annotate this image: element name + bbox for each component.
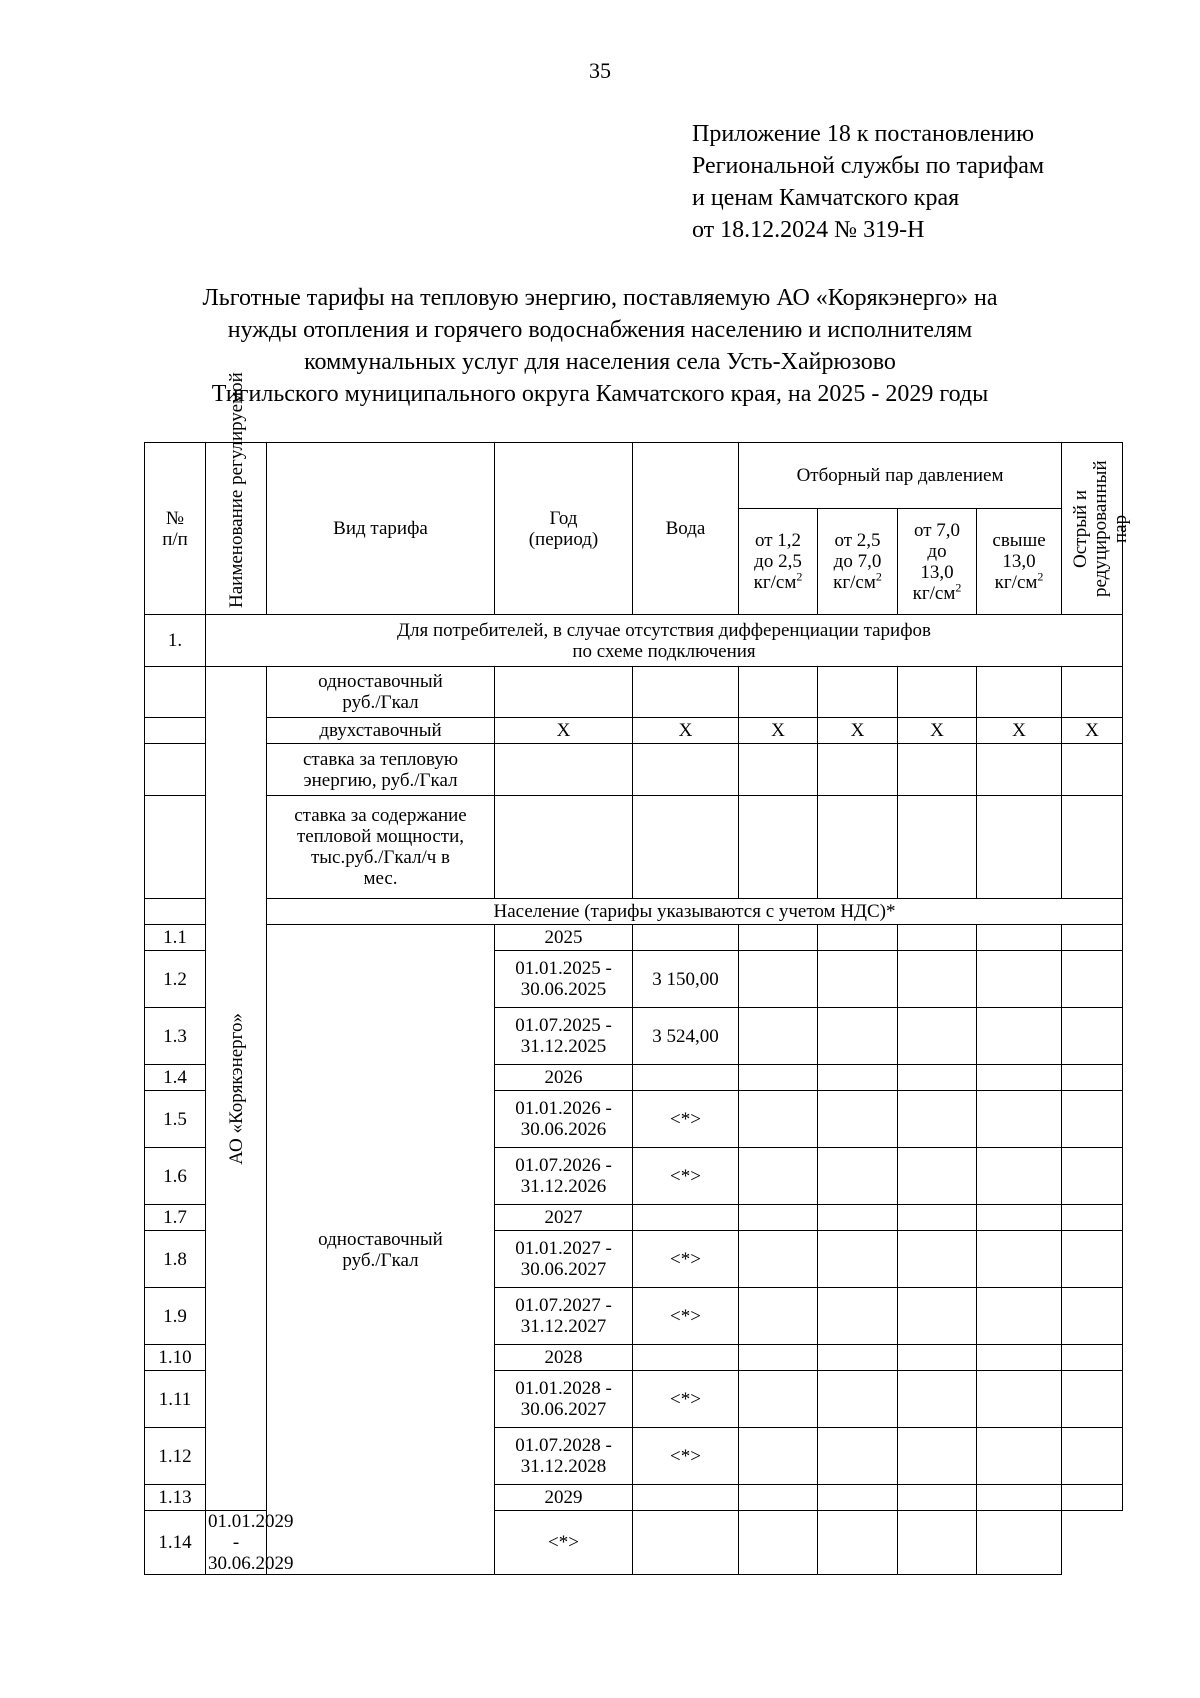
title-line: Льготные тарифы на тепловую энергию, поставляемую АО «Корякэнерго» на [202,285,998,311]
empty-cell [898,1288,977,1345]
water-tariff: 3 150,00 [633,951,739,1008]
x-mark: X [739,718,818,744]
empty-cell [977,951,1062,1008]
row-num [145,718,206,744]
period-cell: 01.01.2028 - 30.06.2027 [495,1371,633,1428]
empty-cell [898,925,977,951]
tariff-type-cell: ставка за содержание тепловой мощности, тыс.руб./Гкал/ч в мес. [267,796,495,899]
tariff-type-cell: ставка за тепловую энергию, руб./Гкал [267,744,495,796]
water-tariff: <*> [633,1148,739,1205]
empty-cell [898,1091,977,1148]
period-cell: 01.01.2026 - 30.06.2026 [495,1091,633,1148]
water-tariff [633,1345,739,1371]
empty-cell [739,1148,818,1205]
empty-cell [739,1288,818,1345]
x-mark: X [1062,718,1123,744]
empty-cell [898,1231,977,1288]
x-mark: X [898,718,977,744]
empty-cell [1062,1485,1123,1511]
empty-cell [898,1345,977,1371]
empty-cell [1062,1428,1123,1485]
row-num [145,744,206,796]
section-num: 1. [145,615,206,667]
empty-cell [818,1148,898,1205]
appendix-line: от 18.12.2024 № 319-Н [692,217,925,243]
empty-cell [898,1148,977,1205]
empty-cell [1062,1345,1123,1371]
org-name: АО «Корякэнерго» [225,1012,247,1165]
row-num: 1.3 [145,1008,206,1065]
empty-cell [977,1065,1062,1091]
header-steam-1: от 1,2 до 2,5 $кг/см^2$ [739,509,818,615]
header-org: Наименование регулируемой [206,443,267,615]
empty-cell [898,951,977,1008]
water-tariff: <*> [633,1231,739,1288]
empty-cell [898,1485,977,1511]
period-cell: 01.07.2027 - 31.12.2027 [495,1288,633,1345]
empty-cell [818,1091,898,1148]
appendix-line: Приложение 18 к постановлению [692,121,1035,147]
x-mark: X [977,718,1062,744]
title-line: Тигильского муниципального округа Камчатского края, на 2025 - 2029 годы [211,381,989,407]
page-number: 35 [589,58,611,83]
period-cell: 01.01.2025 - 30.06.2025 [495,951,633,1008]
period-cell: 01.07.2025 - 31.12.2025 [495,1008,633,1065]
empty-cell [818,1511,898,1575]
water-tariff: <*> [495,1511,633,1575]
empty-cell [977,1371,1062,1428]
empty-cell [898,1428,977,1485]
empty-cell [818,1288,898,1345]
row-num [145,667,206,718]
empty-cell [818,951,898,1008]
empty-cell [818,1231,898,1288]
empty-cell [1062,1148,1123,1205]
row-num: 1.9 [145,1288,206,1345]
empty-cell [898,1008,977,1065]
empty-cell [977,1148,1062,1205]
title-line: нужды отопления и горячего водоснабжения населению и исполнителям [227,317,973,343]
water-tariff: <*> [633,1091,739,1148]
period-cell: 2026 [495,1065,633,1091]
header-num: № п/п [145,443,206,615]
document-title [100,282,1100,410]
tariff-type-cell: одноставочный руб./Гкал [267,925,495,1575]
empty-cell [977,1428,1062,1485]
empty-cell [818,1371,898,1428]
empty-cell [977,1205,1062,1231]
header-sharp-steam: Острый и редуцированный пар [1062,443,1123,615]
empty-cell [977,1511,1062,1575]
row-num [145,796,206,899]
empty-cell [633,1511,739,1575]
period-cell: 01.07.2028 - 31.12.2028 [495,1428,633,1485]
empty-cell [739,1428,818,1485]
x-mark: X [633,718,739,744]
empty-cell [977,1345,1062,1371]
empty-cell [818,1485,898,1511]
period-cell: 01.01.2027 - 30.06.2027 [495,1231,633,1288]
empty-cell [818,1065,898,1091]
section-title: Для потребителей, в случае отсутствия дифференциации тарифов по схеме подключения [206,615,1123,667]
tariff-type-cell: одноставочный руб./Гкал [267,667,495,718]
row-num: 1.14 [145,1511,206,1575]
x-mark: X [818,718,898,744]
empty-cell [977,1485,1062,1511]
header-steam-2: от 2,5 до 7,0 $кг/см^2$ [818,509,898,615]
header-steam-4: свыше 13,0 $кг/см^2$ [977,509,1062,615]
empty-cell [739,1065,818,1091]
row-num: 1.8 [145,1231,206,1288]
empty-cell [818,1008,898,1065]
empty-cell [818,1428,898,1485]
row-num: 1.13 [145,1485,206,1511]
empty-cell [739,925,818,951]
period-cell: 01.01.2029 - 30.06.2029 [206,1511,267,1575]
row-num: 1.6 [145,1148,206,1205]
empty-cell [1062,1008,1123,1065]
period-cell: 2027 [495,1205,633,1231]
water-tariff: 3 524,00 [633,1008,739,1065]
header-tariff-type: Вид тарифа [267,443,495,615]
empty-cell [1062,925,1123,951]
row-num: 1.12 [145,1428,206,1485]
empty-cell [977,925,1062,951]
water-tariff [633,1205,739,1231]
empty-cell [898,1371,977,1428]
empty-cell [739,1205,818,1231]
empty-cell [977,1288,1062,1345]
empty-cell [818,1205,898,1231]
empty-cell [1062,1205,1123,1231]
period-cell: 2029 [495,1485,633,1511]
empty-cell [1062,1091,1123,1148]
row-num [145,899,206,925]
empty-cell [1062,1231,1123,1288]
water-tariff [633,1065,739,1091]
header-steam-3: от 7,0 до 13,0 $кг/см^2$ [898,509,977,615]
appendix-line: Региональной службы по тарифам [692,153,1045,179]
row-num: 1.7 [145,1205,206,1231]
header-steam-group: Отборный пар давлением [739,443,1062,509]
empty-cell [1062,1371,1123,1428]
appendix-line: и ценам Камчатского края [692,185,960,211]
empty-cell [739,1091,818,1148]
empty-cell [977,1091,1062,1148]
period-cell: 01.07.2026 - 31.12.2026 [495,1148,633,1205]
empty-cell [1062,1288,1123,1345]
empty-cell [898,1065,977,1091]
empty-cell [818,925,898,951]
empty-cell [739,1511,818,1575]
header-year: Год (период) [495,443,633,615]
row-num: 1.4 [145,1065,206,1091]
population-header: Население (тарифы указываются с учетом НДС)* [267,899,1123,925]
empty-cell [818,1345,898,1371]
water-tariff [633,1485,739,1511]
empty-cell [739,951,818,1008]
row-num: 1.11 [145,1371,206,1428]
row-num: 1.1 [145,925,206,951]
empty-cell [1062,951,1123,1008]
empty-cell [898,1511,977,1575]
x-mark: X [495,718,633,744]
tariff-type-cell: двухставочный [267,718,495,744]
empty-cell [739,1008,818,1065]
empty-cell [977,1008,1062,1065]
empty-cell [739,1231,818,1288]
empty-cell [1062,1065,1123,1091]
empty-cell [739,1345,818,1371]
water-tariff: <*> [633,1288,739,1345]
empty-cell [977,1231,1062,1288]
water-tariff: <*> [633,1371,739,1428]
row-num: 1.5 [145,1091,206,1148]
water-tariff [633,925,739,951]
empty-cell [739,1371,818,1428]
row-num: 1.10 [145,1345,206,1371]
period-cell: 2028 [495,1345,633,1371]
empty-cell [898,1205,977,1231]
row-num: 1.2 [145,951,206,1008]
appendix-note [692,118,1044,246]
table-row [145,925,1123,951]
water-tariff: <*> [633,1428,739,1485]
org-cell [206,667,267,1511]
period-cell: 2025 [495,925,633,951]
title-line: коммунальных услуг для населения села Усть-Хайрюзово [304,349,896,375]
empty-cell [739,1485,818,1511]
header-water: Вода [633,443,739,615]
